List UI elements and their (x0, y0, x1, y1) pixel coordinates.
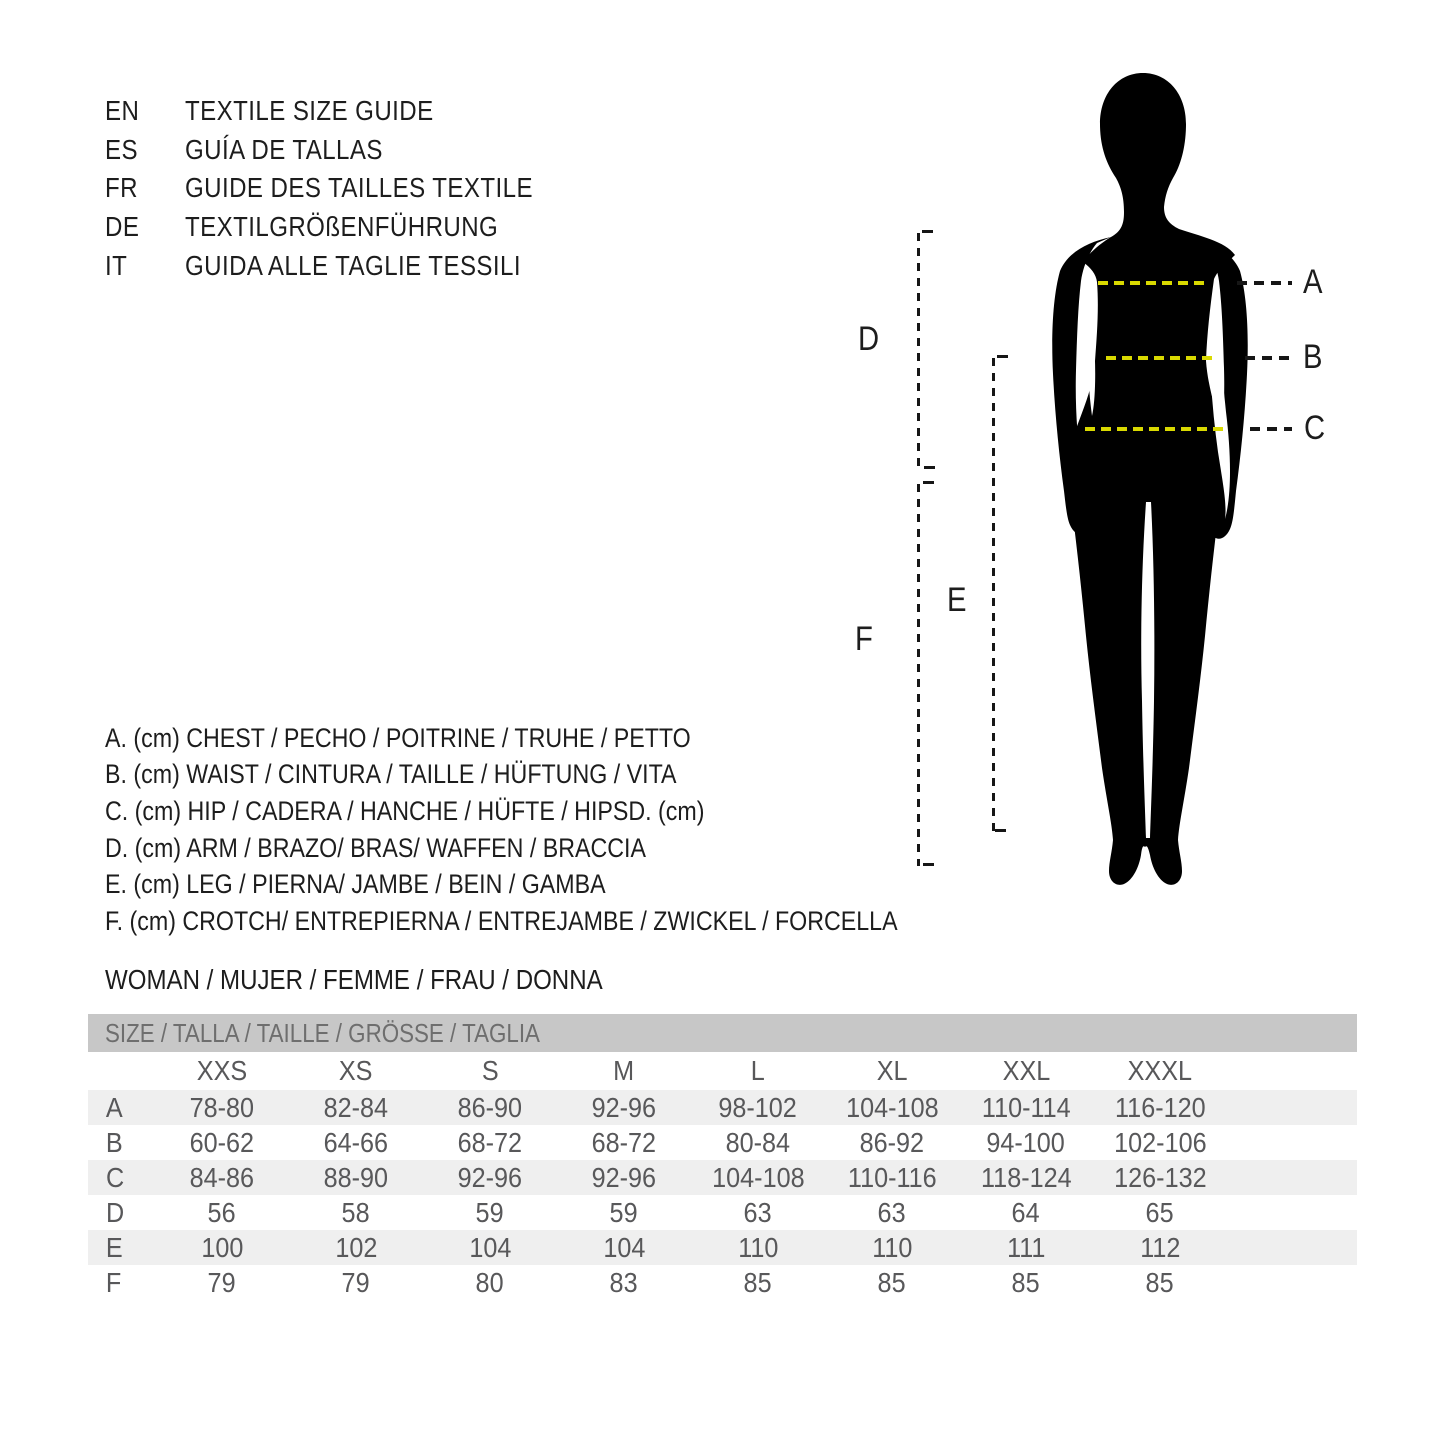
size-col-xl: XL (876, 1055, 908, 1086)
crotch-vertical-dashed-line (917, 484, 920, 866)
legend-waist: B. (cm) WAIST / CINTURA / TAILLE / HÜFTUNG / VITA (105, 759, 677, 790)
leg-vertical-dashed-line (992, 358, 995, 832)
cell: 110 (871, 1231, 913, 1263)
size-col-xxxl: XXXL (1127, 1055, 1193, 1086)
row-label: E (105, 1231, 123, 1263)
cell: 104 (468, 1231, 512, 1263)
table-row-leg (88, 1230, 1357, 1265)
cell: 64-66 (323, 1126, 389, 1158)
hip-yellow-dashed-line (1085, 427, 1223, 431)
cell: 63 (743, 1196, 773, 1228)
language-title: TEXTILGRÖßENFÜHRUNG (185, 211, 499, 243)
size-table-header: SIZE / TALLA / TAILLE / GRÖSSE / TAGLIA (88, 1014, 1357, 1052)
cell: 85 (1011, 1266, 1041, 1298)
cell: 56 (207, 1196, 237, 1228)
language-title: GUIDA ALLE TAGLIE TESSILI (185, 249, 521, 281)
legend-hip: C. (cm) HIP / CADERA / HANCHE / HÜFTE / HIPSD. (cm) (105, 795, 705, 826)
cell: 60-62 (189, 1126, 255, 1158)
cell: 83 (609, 1266, 639, 1298)
cell: 85 (877, 1266, 907, 1298)
cell: 92-96 (591, 1161, 657, 1193)
cell: 88-90 (323, 1161, 389, 1193)
cell: 68-72 (457, 1126, 523, 1158)
size-col-l: L (750, 1055, 766, 1086)
cell: 102 (334, 1231, 378, 1263)
cell: 86-92 (859, 1126, 925, 1158)
size-col-xxs: XXS (196, 1055, 248, 1086)
row-label: A (105, 1091, 123, 1123)
table-row-waist (88, 1125, 1357, 1160)
table-row-hip (88, 1160, 1357, 1195)
leg-line-top-tick (997, 355, 1008, 358)
row-label: F (105, 1266, 122, 1298)
size-col-s: S (481, 1055, 499, 1086)
figure-label-arm: D (858, 320, 880, 358)
measurement-legend (105, 720, 1027, 940)
cell: 82-84 (323, 1091, 389, 1123)
size-col-xs: XS (339, 1055, 373, 1086)
cell: 58 (341, 1196, 371, 1228)
figure-label-leg: E (947, 581, 967, 619)
language-title: GUÍA DE TALLAS (185, 133, 383, 165)
cell: 86-90 (457, 1091, 523, 1123)
size-columns-row (88, 1052, 1357, 1090)
cell: 59 (475, 1196, 505, 1228)
language-title: GUIDE DES TAILLES TEXTILE (185, 172, 533, 204)
cell: 111 (1006, 1231, 1046, 1263)
cell: 98-102 (718, 1091, 798, 1123)
figure-label-waist: B (1303, 338, 1323, 376)
cell: 92-96 (591, 1091, 657, 1123)
cell: 100 (200, 1231, 244, 1263)
cell: 59 (609, 1196, 639, 1228)
table-row-arm (88, 1195, 1357, 1230)
cell: 64 (1011, 1196, 1041, 1228)
arm-line-top-tick (922, 230, 933, 233)
cell: 85 (743, 1266, 773, 1298)
crotch-line-top-tick (923, 481, 934, 484)
cell: 79 (341, 1266, 371, 1298)
category-title: WOMAN / MUJER / FEMME / FRAU / DONNA (105, 964, 603, 995)
cell: 118-124 (980, 1161, 1072, 1193)
language-code: ES (105, 133, 138, 165)
legend-leg: E. (cm) LEG / PIERNA/ JAMBE / BEIN / GAMBA (105, 869, 606, 900)
cell: 85 (1145, 1266, 1175, 1298)
crotch-line-bottom-tick (923, 863, 934, 866)
language-code: EN (105, 95, 140, 127)
language-row-fr (105, 169, 590, 208)
row-label: C (106, 1161, 125, 1193)
table-row-crotch (88, 1265, 1357, 1300)
cell: 110-114 (981, 1091, 1071, 1123)
waist-yellow-dashed-line (1106, 356, 1212, 360)
arm-line-bottom-tick (924, 466, 935, 469)
cell: 78-80 (189, 1091, 255, 1123)
language-row-de (105, 208, 590, 247)
legend-crotch: F. (cm) CROTCH/ ENTREPIERNA / ENTREJAMBE / ZWICKEL / FORCELLA (105, 905, 898, 936)
cell: 68-72 (591, 1126, 657, 1158)
cell: 104-108 (845, 1091, 939, 1123)
cell: 112 (1139, 1231, 1181, 1263)
legend-chest: A. (cm) CHEST / PECHO / POITRINE / TRUHE / PETTO (105, 722, 691, 753)
row-label: D (106, 1196, 125, 1228)
figure-label-chest: A (1303, 263, 1323, 301)
size-table (88, 1014, 1357, 1300)
chest-black-dashed-line (1237, 281, 1292, 285)
chest-yellow-dashed-line (1098, 281, 1210, 285)
cell: 80 (475, 1266, 505, 1298)
cell: 116-120 (1114, 1091, 1206, 1123)
waist-black-dashed-line (1245, 356, 1292, 360)
row-label: B (105, 1126, 123, 1158)
cell: 94-100 (986, 1126, 1066, 1158)
language-code: DE (105, 211, 140, 243)
language-code: FR (105, 172, 138, 204)
language-row-it (105, 246, 590, 285)
cell: 92-96 (457, 1161, 523, 1193)
language-title-list (105, 92, 590, 285)
cell: 84-86 (189, 1161, 255, 1193)
cell: 65 (1145, 1196, 1175, 1228)
table-row-chest (88, 1090, 1357, 1125)
cell: 110 (737, 1231, 779, 1263)
cell: 104-108 (711, 1161, 805, 1193)
cell: 80-84 (725, 1126, 791, 1158)
cell: 102-106 (1113, 1126, 1207, 1158)
arm-vertical-dashed-line (917, 233, 920, 469)
leg-line-bottom-tick (995, 829, 1006, 832)
language-title: TEXTILE SIZE GUIDE (185, 95, 434, 127)
language-row-en (105, 92, 590, 131)
figure-label-crotch: F (855, 620, 873, 658)
hip-black-dashed-line (1250, 427, 1292, 431)
cell: 104 (602, 1231, 646, 1263)
size-col-m: M (613, 1055, 635, 1086)
language-code: IT (105, 249, 128, 281)
legend-arm: D. (cm) ARM / BRAZO/ BRAS/ WAFFEN / BRACCIA (105, 832, 646, 863)
cell: 126-132 (1113, 1161, 1207, 1193)
woman-silhouette-figure (985, 66, 1305, 891)
cell: 110-116 (847, 1161, 937, 1193)
cell: 79 (207, 1266, 237, 1298)
cell: 63 (877, 1196, 907, 1228)
language-row-es (105, 131, 590, 170)
size-col-xxl: XXL (1002, 1055, 1050, 1086)
figure-label-hip: C (1304, 409, 1326, 447)
